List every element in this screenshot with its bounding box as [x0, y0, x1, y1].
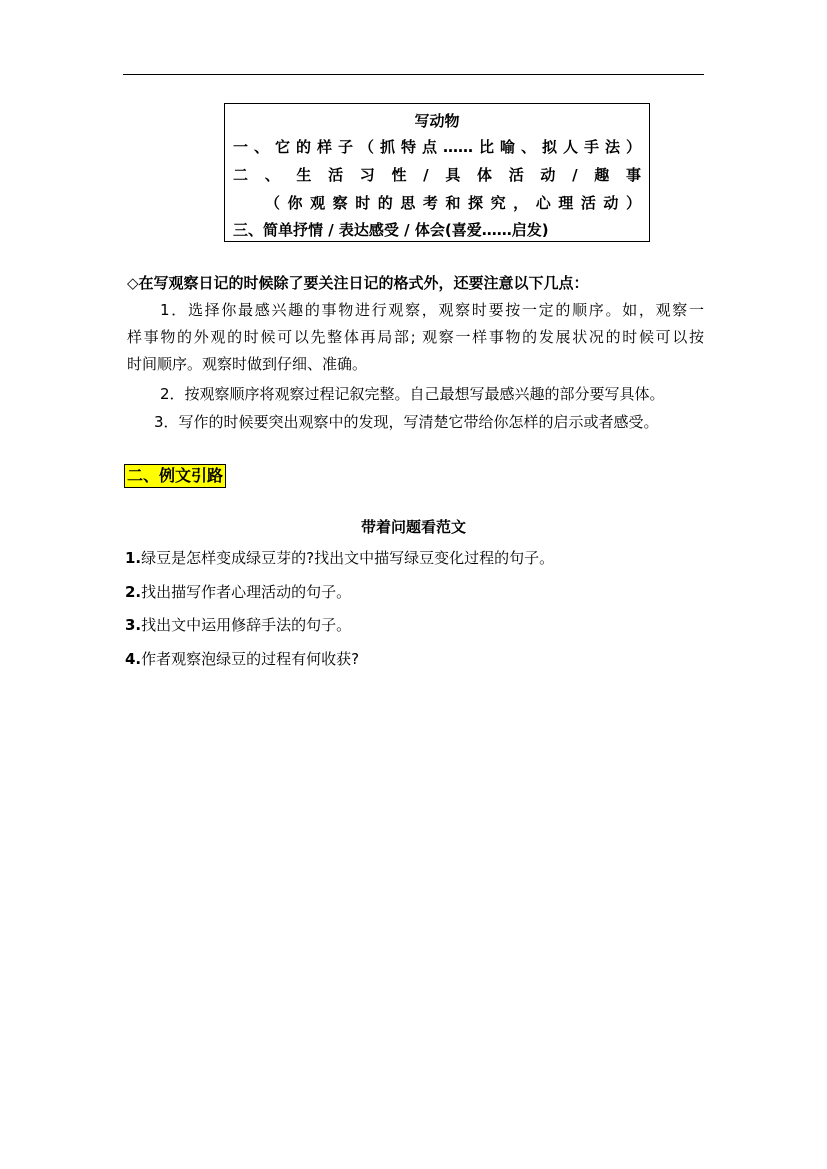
point-2: 2．按观察顺序将观察过程记叙完整。自己最想写最感兴趣的部分要写具体。 — [160, 385, 665, 403]
header-rule — [123, 74, 704, 75]
question-item — [125, 548, 554, 568]
section-tag-example: 二、例文引路 — [124, 464, 226, 488]
box-line-habits: 二、生活习性/具体活动/趣事 — [233, 166, 641, 184]
example-title: 带着问题看范文 — [360, 518, 466, 536]
question-text: 作者观察泡绿豆的过程有何收获? — [141, 650, 360, 668]
question-item — [125, 649, 359, 669]
question-text: 找出文中运用修辞手法的句子。 — [141, 616, 352, 634]
question-number: 3. — [125, 616, 142, 634]
box-line-feelings: 三、简单抒情 / 表达感受 / 体会(喜爱……启发) — [233, 221, 549, 239]
box-line-appearance: 一、它的样子（抓特点……比喻、拟人手法） — [233, 138, 641, 156]
box-title: 写动物 — [414, 112, 460, 130]
point-1-line-3: 时间顺序。观察时做到仔细、准确。 — [127, 355, 368, 373]
question-text: 找出描写作者心理活动的句子。 — [141, 583, 352, 601]
question-item — [125, 582, 351, 602]
question-item — [125, 615, 351, 635]
question-number: 2. — [125, 583, 142, 601]
question-number: 4. — [125, 650, 142, 668]
box-line-thoughts: （你观察时的思考和探究，心理活动） — [265, 194, 641, 212]
question-number: 1. — [125, 549, 142, 567]
point-1-line-1: 1．选择你最感兴趣的事物进行观察，观察时要按一定的顺序。如，观察一 — [160, 301, 704, 319]
question-text: 绿豆是怎样变成绿豆芽的?找出文中描写绿豆变化过程的句子。 — [141, 549, 555, 567]
notice-heading: ◇在写观察日记的时候除了要关注日记的格式外，还要注意以下几点： — [127, 274, 589, 292]
point-1-line-2: 样事物的外观的时候可以先整体再局部; 观察一样事物的发展状况的时候可以按 — [127, 328, 704, 346]
point-3: 3．写作的时候要突出观察中的发现，写清楚它带给你怎样的启示或者感受。 — [154, 413, 659, 431]
animal-writing-outline-box — [224, 103, 650, 242]
